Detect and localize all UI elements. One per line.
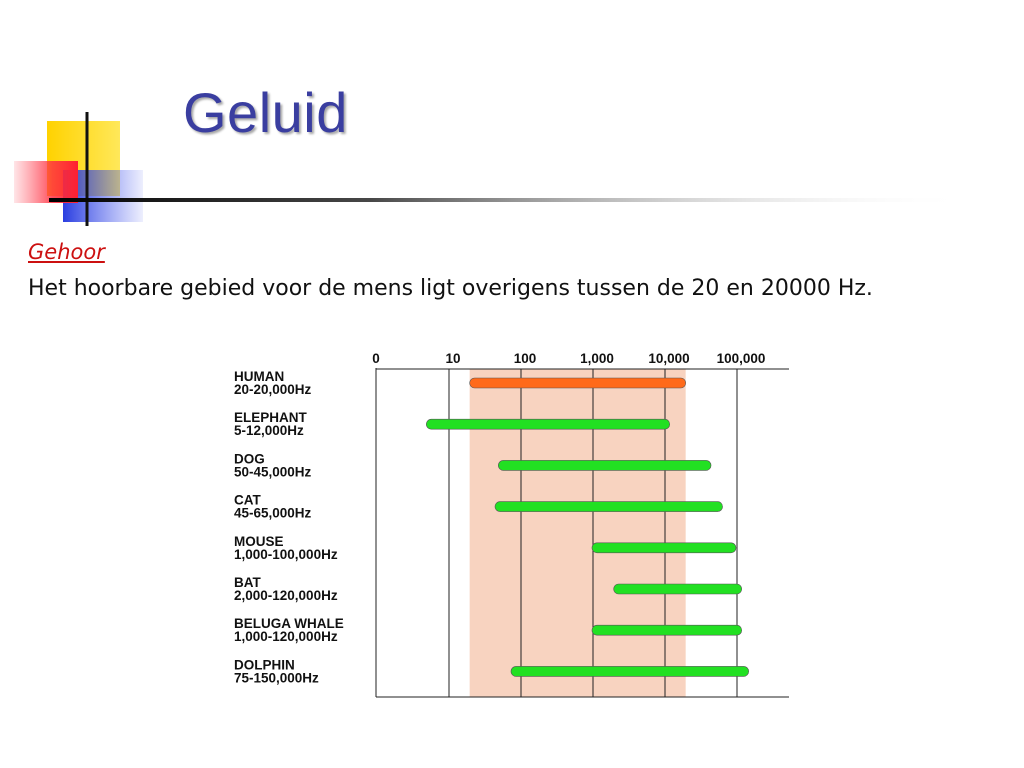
row-label: BAT [234,575,261,590]
audible-range-band [470,369,686,697]
range-bar [495,502,722,512]
row-sublabel: 45-65,000Hz [234,505,312,521]
row-sublabel: 2,000-120,000Hz [234,588,338,603]
row-sublabel: 1,000-120,000Hz [234,629,338,645]
slide-decoration [0,0,1024,240]
x-tick-label: 100,000 [716,351,766,366]
range-bar [592,543,736,553]
row-label: MOUSE [234,533,284,549]
x-tick-label: 10,000 [648,351,690,366]
range-bar [614,584,742,594]
range-bar [498,460,711,470]
row-label: BELUGA WHALE [234,616,344,632]
row-label: DOG [234,451,265,467]
red-square [14,161,78,203]
row-sublabel: 75-150,000Hz [234,670,319,686]
x-tick-label: 0 [372,351,380,366]
range-bar [592,625,742,635]
row-label: ELEPHANT [234,410,307,426]
range-bar [426,419,669,429]
row-label: HUMAN [234,369,285,384]
x-tick-label: 10 [445,351,461,366]
slide-subtitle: Gehoor [28,240,105,264]
x-tick-label: 100 [513,351,537,366]
slide-body-text: Het hoorbare gebied voor de mens ligt overigens tussen de 20 en 20000 Hz. [28,276,873,301]
slide-title: Geluid [183,81,348,144]
range-bar [511,666,749,676]
row-label: DOLPHIN [234,657,295,673]
row-sublabel: 5-12,000Hz [234,423,304,439]
row-sublabel: 20-20,000Hz [234,382,312,397]
horizontal-rule [49,198,969,202]
row-label: CAT [234,492,261,508]
x-tick-label: 1,000 [580,351,614,366]
row-sublabel: 1,000-100,000Hz [234,546,338,562]
range-bar [470,378,686,388]
hearing-range-chart [220,338,810,710]
row-sublabel: 50-45,000Hz [234,464,312,480]
